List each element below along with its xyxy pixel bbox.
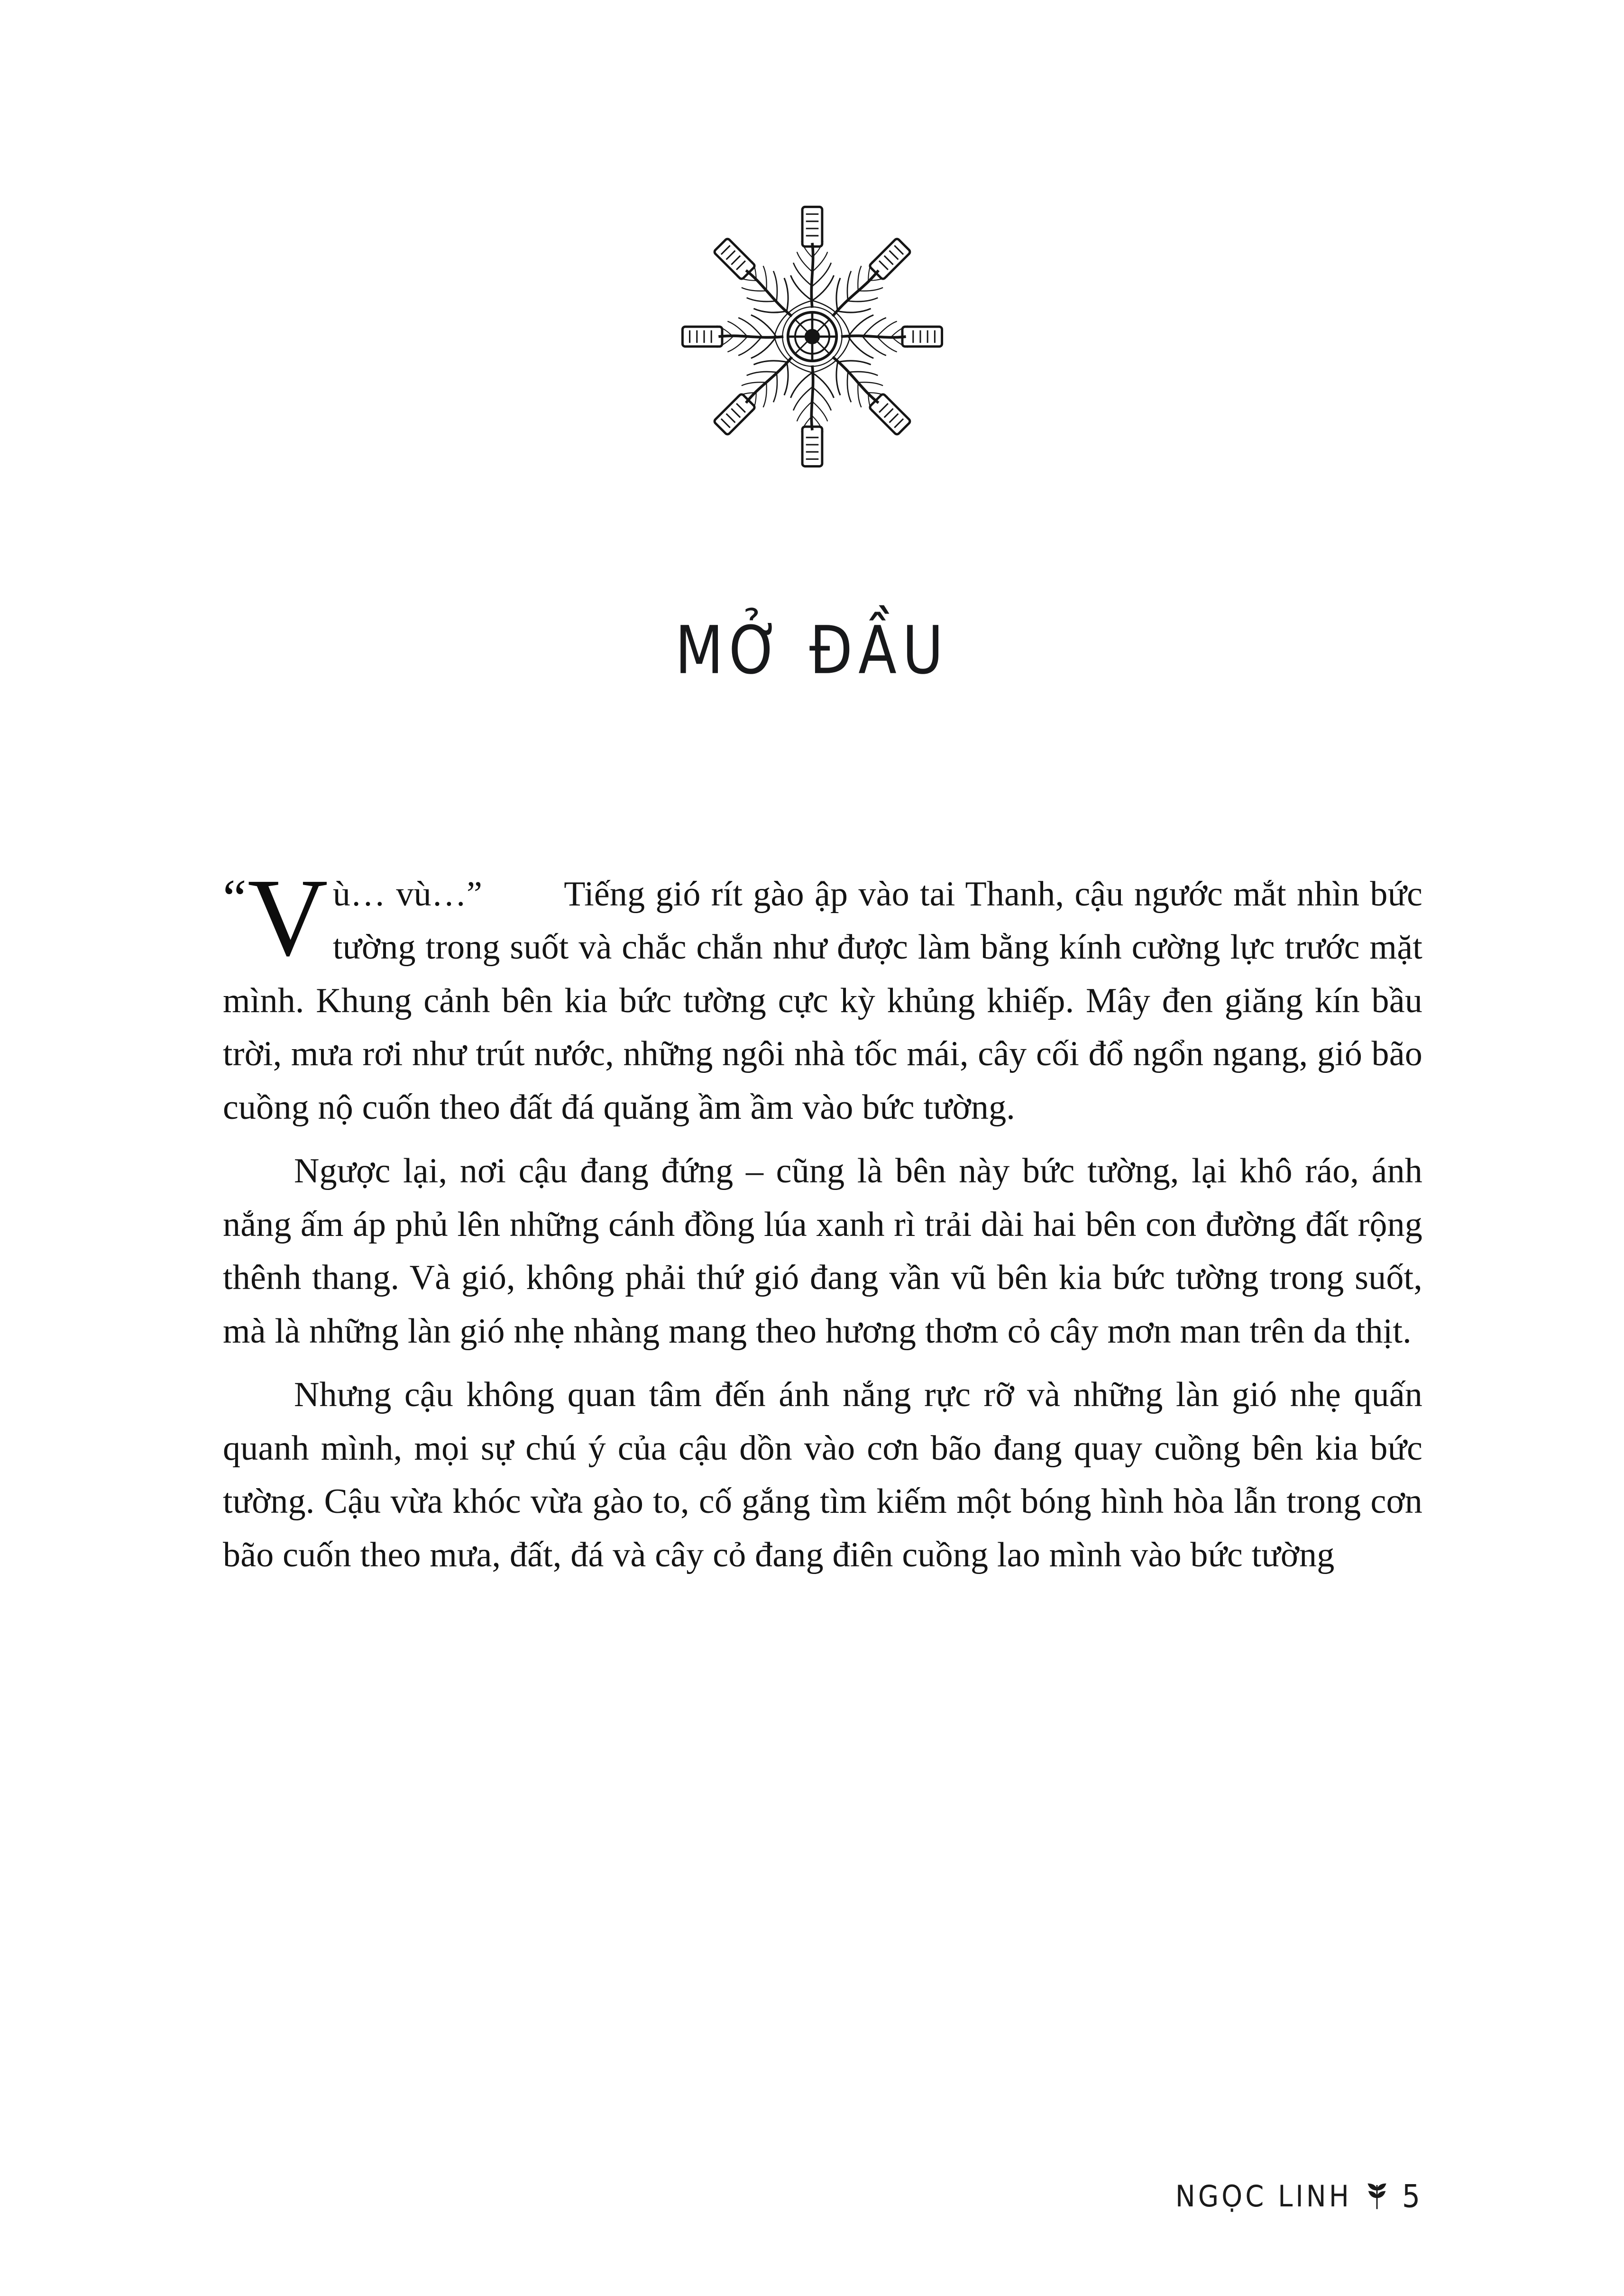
- page-footer: [1175, 2177, 1420, 2215]
- paragraph-3: Nhưng cậu không quan tâm đến ánh nắng rực rỡ và những làn gió nhẹ quấn quanh mình, mọi sự chú ý của cậu dồn vào cơn bão đang quay cuồng bên kia bức tường. Cậu vừa khóc vừa gào to, cố gắng tìm kiếm một bóng hình hòa lẫn trong cơn bão cuốn theo mưa, đất, đá và cây cỏ đang điên cuồng lao mình vào bức tường: [223, 1375, 1422, 1574]
- page-number: 5: [1402, 2177, 1420, 2215]
- paragraph-1-quote: ù… vù…”: [332, 875, 483, 914]
- leaf-sprig-icon: [1364, 2181, 1390, 2212]
- paragraph-2: Ngược lại, nơi cậu đang đứng – cũng là bên này bức tường, lại khô ráo, ánh nắng ấm áp phủ lên những cánh đồng lúa xanh rì trải dài hai bên con đường đất rộng thênh thang. Và gió, không phải thứ gió đang vần vũ bên kia bức tường trong suốt, mà là những làn gió nhẹ nhàng mang theo hương thơm cỏ cây mơn man trên da thịt.: [223, 1152, 1422, 1351]
- chapter-title: MỞ ĐẦU: [675, 612, 949, 689]
- body-text: [223, 856, 1422, 1592]
- paragraph-1: [223, 856, 1422, 1134]
- ornament-container: [0, 156, 1624, 517]
- drop-cap: V: [247, 856, 328, 979]
- footer-author-name: NGỌC LINH: [1175, 2179, 1352, 2214]
- paragraph-1-text: Tiếng gió rít gào ập vào tai Thanh, cậu ngước mắt nhìn bức tường trong suốt và chắc chắn như được làm bằng kính cường lực trước mặt mình. Khung cảnh bên kia bức tường cực kỳ khủng khiếp. Mây đen giăng kín bầu trời, mưa rơi như trút nước, những ngôi nhà tốc mái, cây cối đổ ngổn ngang, gió bão cuồng nộ cuốn theo đất đá quăng ầm ầm vào bức tường.: [223, 875, 1422, 1127]
- opening-quote: “: [223, 869, 247, 928]
- mandala-ornament-icon: [632, 156, 992, 517]
